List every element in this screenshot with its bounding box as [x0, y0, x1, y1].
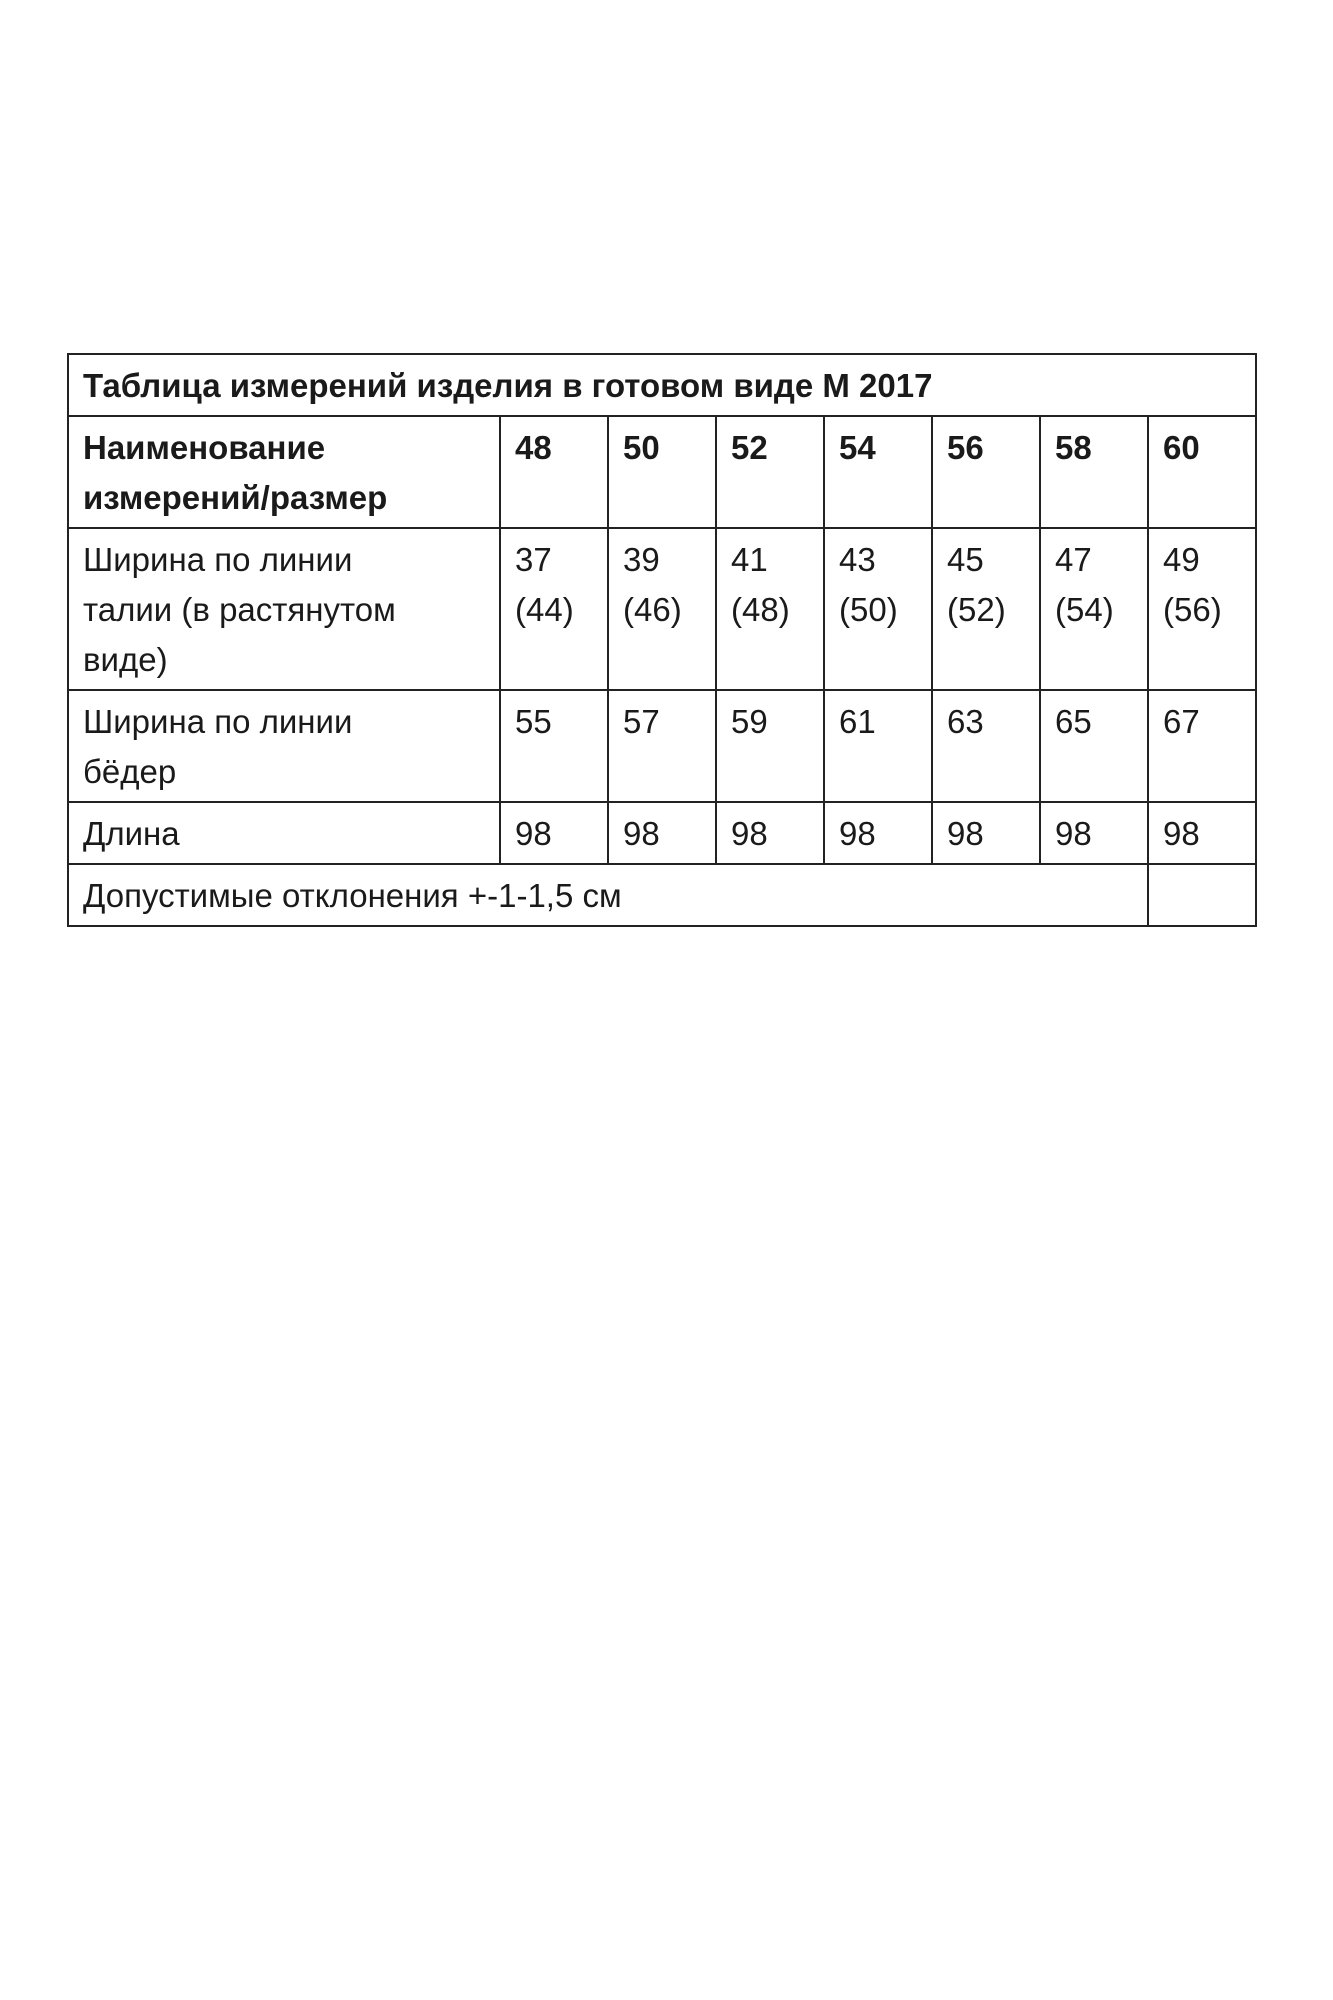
size-header: 54	[824, 416, 932, 528]
value-cell: 61	[824, 690, 932, 802]
value-main: 45	[947, 541, 984, 578]
value-stretched: (50)	[839, 591, 898, 628]
value-cell: 98	[932, 802, 1040, 864]
value-stretched: (56)	[1163, 591, 1222, 628]
measurements-table	[67, 353, 1257, 927]
header-label-cell	[68, 416, 500, 528]
value-cell: 98	[824, 802, 932, 864]
row-label-line: бёдер	[83, 753, 177, 790]
table-title: Таблица измерений изделия в готовом виде М 2017	[68, 354, 1256, 416]
value-cell	[500, 528, 608, 690]
size-header: 52	[716, 416, 824, 528]
size-header: 56	[932, 416, 1040, 528]
size-header: 58	[1040, 416, 1148, 528]
value-cell: 57	[608, 690, 716, 802]
value-stretched: (48)	[731, 591, 790, 628]
value-stretched: (46)	[623, 591, 682, 628]
size-header: 48	[500, 416, 608, 528]
value-cell: 98	[500, 802, 608, 864]
table-footer-row	[68, 864, 1256, 926]
value-cell: 55	[500, 690, 608, 802]
value-stretched: (54)	[1055, 591, 1114, 628]
value-stretched: (44)	[515, 591, 574, 628]
value-main: 39	[623, 541, 660, 578]
table-row-length	[68, 802, 1256, 864]
value-cell	[716, 528, 824, 690]
header-label-line: Наименование	[83, 429, 326, 466]
tolerance-note: Допустимые отклонения +-1-1,5 см	[68, 864, 1148, 926]
empty-cell	[1148, 864, 1256, 926]
header-label-line: измерений/размер	[83, 479, 388, 516]
value-cell	[1040, 528, 1148, 690]
table-row-waist	[68, 528, 1256, 690]
value-cell: 63	[932, 690, 1040, 802]
value-cell	[932, 528, 1040, 690]
row-label-line: талии (в растянутом	[83, 591, 396, 628]
row-label-cell: Длина	[68, 802, 500, 864]
value-cell: 98	[1148, 802, 1256, 864]
value-cell: 67	[1148, 690, 1256, 802]
value-cell: 65	[1040, 690, 1148, 802]
value-cell	[608, 528, 716, 690]
row-label-cell	[68, 690, 500, 802]
value-cell: 59	[716, 690, 824, 802]
value-main: 41	[731, 541, 768, 578]
row-label-cell	[68, 528, 500, 690]
value-main: 49	[1163, 541, 1200, 578]
value-cell: 98	[608, 802, 716, 864]
row-label-line: виде)	[83, 641, 168, 678]
value-cell	[824, 528, 932, 690]
value-cell: 98	[1040, 802, 1148, 864]
size-header: 50	[608, 416, 716, 528]
document-page	[67, 353, 1255, 927]
value-main: 37	[515, 541, 552, 578]
table-row-hips	[68, 690, 1256, 802]
value-main: 43	[839, 541, 876, 578]
row-label-line: Ширина по линии	[83, 703, 353, 740]
value-cell: 98	[716, 802, 824, 864]
value-cell	[1148, 528, 1256, 690]
row-label-line: Ширина по линии	[83, 541, 353, 578]
size-header: 60	[1148, 416, 1256, 528]
table-title-row	[68, 354, 1256, 416]
value-main: 47	[1055, 541, 1092, 578]
value-stretched: (52)	[947, 591, 1006, 628]
table-header-row	[68, 416, 1256, 528]
